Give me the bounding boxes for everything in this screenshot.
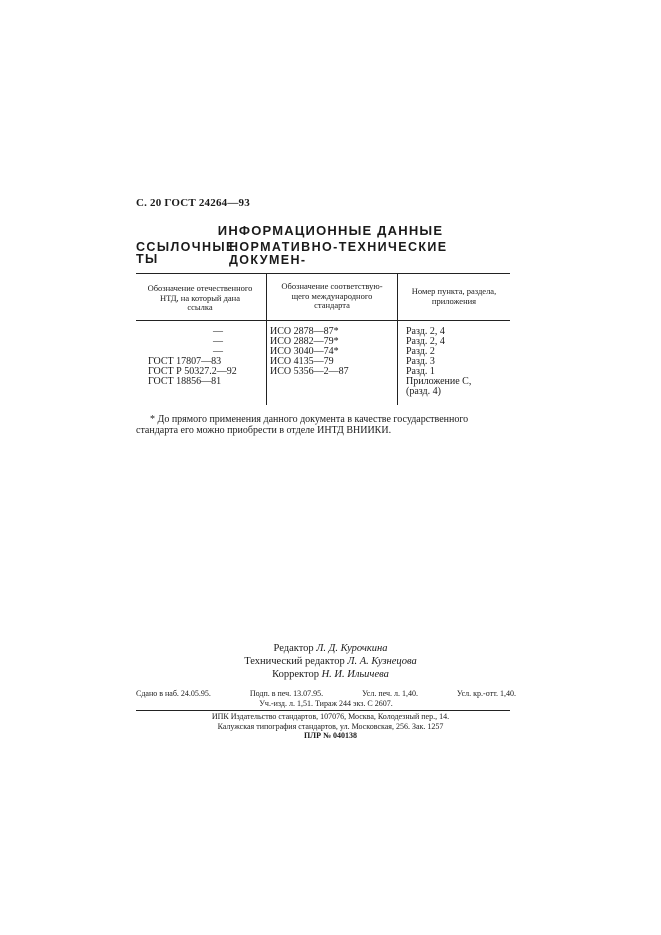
publication-row-1: Сдано в наб. 24.05.95. Подп. в печ. 13.07.95. Усл. печ. л. 1,40. Усл. кр.-отт. 1,40. xyxy=(136,689,516,698)
table-cell: ГОСТ 17807—83 xyxy=(148,356,222,367)
table-cell: (разд. 4) xyxy=(406,386,441,397)
table-header-col2: Обозначение соответствую- щего международного стандарта xyxy=(281,281,383,310)
table-cell: Разд. 2, 4 xyxy=(406,326,445,337)
table-cell: Приложение С, xyxy=(406,376,472,387)
publication-info xyxy=(136,689,516,708)
table-col2-cells xyxy=(270,327,349,377)
table-cell: ИСО 3040—74* xyxy=(270,346,339,357)
staff-credits xyxy=(0,642,661,681)
table-cell: ИСО 5356—2—87 xyxy=(270,366,349,377)
printer-line-2: Калужская типография стандартов, ул. Московская, 256. Зак. 1257 xyxy=(217,721,444,731)
corrector-name: Н. И. Ильичева xyxy=(321,669,389,680)
table-col-divider-2 xyxy=(397,273,398,405)
table-cell: ГОСТ Р 50327.2—92 xyxy=(148,366,237,377)
table-cell: — xyxy=(213,326,223,337)
table-cell: Разд. 3 xyxy=(406,356,435,367)
table-header-col3: Номер пункта, раздела, приложения xyxy=(411,286,497,306)
page-header: С. 20 ГОСТ 24264—93 xyxy=(136,197,250,209)
editor-name: Л. Д. Курочкина xyxy=(316,643,388,654)
editor-credit: Редактор Л. Д. Курочкина xyxy=(273,643,388,654)
imprint-rule xyxy=(136,710,510,711)
subtitle-word-2: НОРМАТИВНО-ТЕХНИЧЕСКИЕ ДОКУМЕН- xyxy=(229,240,448,267)
section-subtitle xyxy=(136,240,516,267)
table-cell: ИСО 2882—79* xyxy=(270,336,339,347)
table-top-rule xyxy=(136,273,510,274)
table-cell: — xyxy=(213,336,223,347)
table-cell: — xyxy=(213,346,223,357)
table-cell: ГОСТ 18856—81 xyxy=(148,376,222,387)
table-col1-cells xyxy=(148,327,237,387)
table-cell: ИСО 2878—87* xyxy=(270,326,339,337)
footnote-line-1: * До прямого применения данного документа в качестве государственного xyxy=(150,414,469,425)
footnote xyxy=(136,414,516,436)
table-header-rule xyxy=(136,320,510,321)
printer-info xyxy=(0,712,661,741)
tech-editor-credit: Технический редактор Л. А. Кузнецова xyxy=(244,656,417,667)
subtitle-line-2: ТЫ xyxy=(136,252,159,266)
footnote-line-2: стандарта его можно приобрести в отделе ИНТД ВНИИКИ. xyxy=(136,425,392,436)
section-title: ИНФОРМАЦИОННЫЕ ДАННЫЕ xyxy=(217,223,444,238)
table-cell: Разд. 2, 4 xyxy=(406,336,445,347)
printer-license: ПЛР № 040138 xyxy=(303,731,358,740)
subtitle-word-1: ССЫЛОЧНЫЕ xyxy=(136,240,236,254)
table-col-divider-1 xyxy=(266,273,267,405)
table-cell: Разд. 1 xyxy=(406,366,435,377)
publication-row-2: Уч.-изд. л. 1,51. Тираж 244 экз. С 2607. xyxy=(259,698,393,708)
table-col3-cells xyxy=(406,327,471,397)
printer-line-1: ИПК Издательство стандартов, 107076, Москва, Колодезный пер., 14. xyxy=(211,712,450,721)
tech-editor-name: Л. А. Кузнецова xyxy=(347,656,417,667)
table-header-col1: Обозначение отечественного НТД, на который дана ссылка xyxy=(147,283,253,312)
table-cell: Разд. 2 xyxy=(406,346,435,357)
table-cell: ИСО 4135—79 xyxy=(270,356,334,367)
corrector-credit: Корректор Н. И. Ильичева xyxy=(272,669,389,680)
